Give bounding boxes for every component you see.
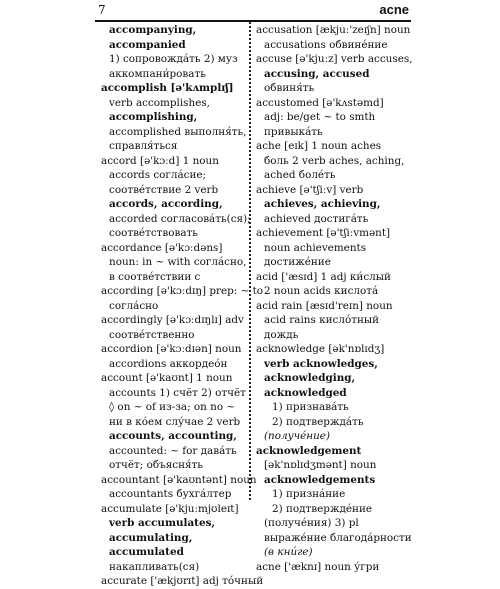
entry-continuation-line: accusations обвине́ние (264, 38, 388, 51)
entry-continuation-line: accomplishing, (109, 111, 198, 123)
entry-headword-line: account [ə'kaʊnt] 1 noun (101, 372, 233, 384)
entry-continuation-line: справля́ться (109, 140, 178, 152)
entry-headword-line: accusation [ækjuː'zeɪʃn] noun (256, 24, 411, 36)
entry-continuation-line: соотве́тствовать (109, 227, 198, 239)
entry-continuation-line: (в кни́ге) (264, 546, 313, 558)
entry-continuation-line: acknowledged (264, 386, 347, 399)
entry-headword-line: according [ə'kɔːdɪŋ] prep: ~ to (101, 285, 264, 297)
entry-continuation-line: согла́сно (109, 299, 159, 312)
entry-continuation-line: accusing, accused (264, 67, 370, 80)
entry-continuation-line: обвиня́ть (264, 82, 315, 94)
entry-continuation-line: отчёт; объясня́ть (109, 459, 203, 471)
entry-headword-line: acknowledge [ək'nɒlɪdʒ] (256, 343, 385, 355)
entry-headword-line: acid rain [æsɪd'reɪn] noun (256, 299, 393, 312)
entry-continuation-line: accumulated (109, 546, 184, 558)
entry-headword-line: accustomed [ə'kʌstəmd] (256, 96, 384, 109)
entry-continuation-line: ◊ on ~ of из-за; on no ~ (109, 401, 236, 413)
entry-continuation-line: боль 2 verb aches, aching, (264, 154, 405, 167)
entry-continuation-line: соотве́тствие 2 verb (109, 183, 219, 196)
entry-headword-line: accordion [ə'kɔːdɪən] noun (101, 343, 242, 355)
entry-continuation-line: достиже́ние (264, 256, 331, 268)
entry-continuation-line: acknowledgements (264, 473, 376, 486)
entry-continuation-line: accumulating, (109, 531, 193, 544)
page-number: 7 (98, 3, 106, 17)
entry-continuation-line: аккомпани́ровать (109, 67, 206, 80)
entry-headword-line: acid ['æsɪd] 1 adj ки́слый (256, 270, 391, 283)
entry-continuation-line: в соотве́тствии с (109, 270, 201, 283)
page-header (95, 2, 411, 20)
entry-headword-line: accuse [ə'kjuːz] verb accuses, (256, 53, 413, 65)
entry-continuation-line: накапливать(ся) (109, 560, 200, 573)
entry-continuation-line: accorded согласова́ть(ся); (109, 212, 251, 225)
guide-word: acne (379, 2, 409, 17)
entry-continuation-line: (получе́ния) 3) pl (264, 517, 359, 529)
entry-continuation-line: ached боле́ть (264, 169, 336, 181)
entry-continuation-line: noun achievements (264, 241, 367, 254)
entry-continuation-line: accompanying, (109, 24, 197, 36)
entry-headword-line: accurate ['ækjʊrɪt] adj то́чный (101, 575, 264, 587)
entry-headword-line: achieve [ə'tʃiːv] verb (256, 183, 364, 196)
entry-continuation-line: дождь (264, 328, 299, 341)
entry-continuation-line: (получе́ние) (264, 430, 330, 442)
entry-continuation-line: verb acknowledges, (264, 357, 378, 370)
column-divider (249, 22, 251, 500)
entry-continuation-line: accords согла́сие; (109, 169, 207, 181)
entry-continuation-line: accounts, accounting, (109, 430, 237, 442)
entry-continuation-line: ни в ко́ем слу́чае 2 verb (109, 415, 241, 428)
entry-headword-line: accordingly [ə'kɔːdɪŋlɪ] adv (101, 314, 244, 326)
entry-headword-line: accomplish [ə'kʌmplɪʃ] (101, 82, 234, 94)
entry-continuation-line: 2) подтвержда́ть (272, 415, 364, 428)
entry-continuation-line: accordions аккордео́н (109, 357, 228, 370)
entry-headword-line: ache [eɪk] 1 noun aches (256, 140, 382, 152)
entry-headword-line: achievement [ə'tʃiːvmənt] (256, 227, 391, 239)
entry-continuation-line: [ək'nɒlɪdʒmənt] noun (264, 459, 377, 471)
entry-continuation-line: accounts 1) счёт 2) отчёт (109, 386, 246, 399)
entry-continuation-line: 1) призна́ние (272, 488, 346, 500)
entry-continuation-line: verb accumulates, (109, 517, 216, 529)
entry-headword-line: accountant [ə'kaʊntənt] noun (101, 473, 257, 486)
entry-continuation-line: accomplished выполня́ть, (109, 125, 247, 138)
entry-continuation-line: 1) сопровожда́ть 2) муз (109, 53, 238, 65)
entry-headword-line: acne ['æknɪ] noun у́гри (256, 560, 380, 573)
entry-continuation-line: соотве́тственно (109, 328, 195, 341)
entry-continuation-line: achieved достига́ть (264, 212, 369, 225)
entry-continuation-line: adj: be/get ~ to smth (264, 111, 376, 123)
entry-continuation-line: noun: in ~ with согла́сно, (109, 256, 247, 268)
entry-continuation-line: achieves, achieving, (264, 198, 381, 210)
entry-continuation-line: acknowledging, (264, 372, 356, 384)
right-column (256, 23, 413, 574)
entry-headword-line: accordance [ə'kɔːdəns] (101, 241, 223, 254)
entry-continuation-line: 2) подтвержде́ние (272, 502, 373, 515)
entry-continuation-line: verb accomplishes, (109, 96, 210, 109)
left-column (101, 23, 264, 589)
entry-headword-line: acknowledgement (256, 444, 362, 457)
entry-continuation-line: выраже́ние благода́рности (264, 531, 412, 544)
entry-continuation-line: 1) признава́ть (272, 401, 349, 413)
entry-headword-line: accumulate [ə'kjuːmjʊleɪt] (101, 502, 239, 515)
entry-headword-line: accord [ə'kɔːd] 1 noun (101, 154, 219, 167)
entry-continuation-line: привыка́ть (264, 125, 323, 138)
entry-continuation-line: acid rains кисло́тный (264, 314, 380, 326)
entry-continuation-line: accompanied (109, 38, 186, 51)
entry-continuation-line: accords, according, (109, 198, 223, 210)
header-rule (95, 20, 411, 22)
entry-continuation-line: 2 noun acids кислота́ (264, 285, 379, 297)
entry-continuation-line: accountants бухга́лтер (109, 488, 232, 500)
entry-continuation-line: accounted: ~ for дава́ть (109, 444, 237, 457)
